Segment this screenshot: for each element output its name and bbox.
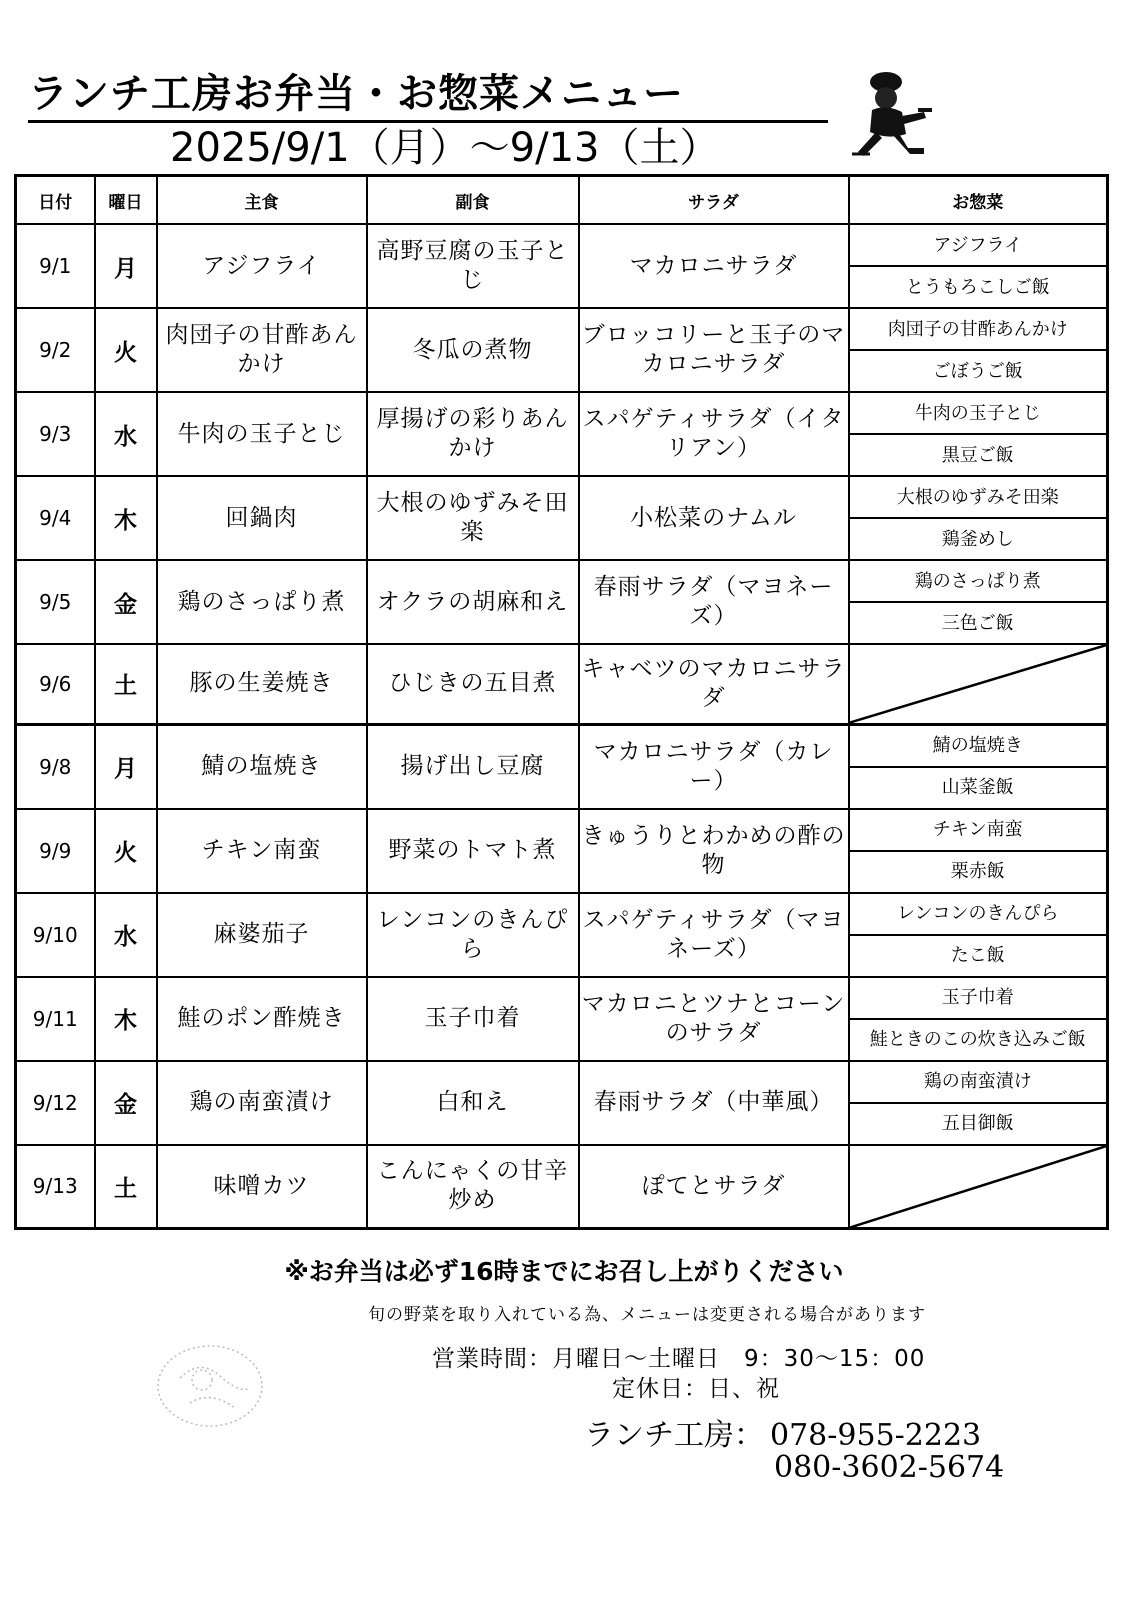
sozai-cell: チキン南蛮 bbox=[849, 809, 1108, 851]
dow-cell: 月 bbox=[95, 224, 157, 308]
sozai-cell: とうもろこしご飯 bbox=[849, 266, 1108, 308]
date-cell: 9/1 bbox=[16, 224, 95, 308]
main-dish-cell: アジフライ bbox=[157, 224, 367, 308]
side-dish-cell: 高野豆腐の玉子とじ bbox=[367, 224, 579, 308]
main-dish-cell: 鯖の塩焼き bbox=[157, 724, 367, 809]
header-dow: 曜日 bbox=[95, 176, 157, 225]
date-cell: 9/4 bbox=[16, 476, 95, 560]
sozai-cell: ごぼうご飯 bbox=[849, 350, 1108, 392]
salad-cell: マカロニとツナとコーンのサラダ bbox=[579, 977, 849, 1061]
menu-period: 2025/9/1（月）〜9/13（土） bbox=[170, 125, 720, 171]
sozai-cell: 鶏のさっぱり煮 bbox=[849, 560, 1108, 602]
main-dish-cell: 鶏のさっぱり煮 bbox=[157, 560, 367, 644]
sozai-cell: 肉団子の甘酢あんかけ bbox=[849, 308, 1108, 350]
side-dish-cell: こんにゃくの甘辛炒め bbox=[367, 1145, 579, 1229]
header-salad: サラダ bbox=[579, 176, 849, 225]
menu-table bbox=[14, 174, 1109, 1230]
salad-cell: 小松菜のナムル bbox=[579, 476, 849, 560]
sozai-empty-cell bbox=[849, 644, 1108, 724]
date-cell: 9/5 bbox=[16, 560, 95, 644]
sozai-cell: たこ飯 bbox=[849, 935, 1108, 977]
sozai-cell: 鶏の南蛮漬け bbox=[849, 1061, 1108, 1103]
date-cell: 9/6 bbox=[16, 644, 95, 724]
sozai-cell: レンコンのきんぴら bbox=[849, 893, 1108, 935]
main-dish-cell: 回鍋肉 bbox=[157, 476, 367, 560]
table-row bbox=[16, 308, 1108, 350]
date-cell: 9/12 bbox=[16, 1061, 95, 1145]
main-dish-cell: 牛肉の玉子とじ bbox=[157, 392, 367, 476]
header-sozai: お惣菜 bbox=[849, 176, 1108, 225]
main-dish-cell: 肉団子の甘酢あんかけ bbox=[157, 308, 367, 392]
date-cell: 9/13 bbox=[16, 1145, 95, 1229]
date-cell: 9/2 bbox=[16, 308, 95, 392]
salad-cell: きゅうりとわかめの酢の物 bbox=[579, 809, 849, 893]
dow-cell: 金 bbox=[95, 560, 157, 644]
sozai-cell: アジフライ bbox=[849, 224, 1108, 266]
table-row bbox=[16, 893, 1108, 935]
table-row bbox=[16, 560, 1108, 602]
table-row bbox=[16, 977, 1108, 1019]
table-row bbox=[16, 644, 1108, 724]
table-row bbox=[16, 476, 1108, 518]
main-dish-cell: 鮭のポン酢焼き bbox=[157, 977, 367, 1061]
salad-cell: マカロニサラダ（カレー） bbox=[579, 724, 849, 809]
date-cell: 9/10 bbox=[16, 893, 95, 977]
salad-cell: 春雨サラダ（中華風） bbox=[579, 1061, 849, 1145]
side-dish-cell: オクラの胡麻和え bbox=[367, 560, 579, 644]
table-row bbox=[16, 724, 1108, 767]
sozai-cell: 山菜釜飯 bbox=[849, 767, 1108, 809]
consume-notice: ※お弁当は必ず16時までにお召し上がりください bbox=[284, 1257, 844, 1286]
page-title: ランチ工房お弁当・お惣菜メニュー bbox=[28, 68, 828, 123]
dow-cell: 火 bbox=[95, 308, 157, 392]
chef-running-icon bbox=[848, 68, 934, 164]
salad-cell: ブロッコリーと玉子のマカロニサラダ bbox=[579, 308, 849, 392]
diagonal-slash-icon bbox=[850, 1146, 1107, 1228]
date-cell: 9/11 bbox=[16, 977, 95, 1061]
table-row bbox=[16, 1145, 1108, 1229]
sozai-cell: 黒豆ご飯 bbox=[849, 434, 1108, 476]
table-header-row bbox=[16, 176, 1108, 225]
table-row bbox=[16, 392, 1108, 434]
salad-cell: スパゲティサラダ（イタリアン） bbox=[579, 392, 849, 476]
sozai-empty-cell bbox=[849, 1145, 1108, 1229]
dow-cell: 水 bbox=[95, 392, 157, 476]
table-row bbox=[16, 1061, 1108, 1103]
side-dish-cell: 大根のゆずみそ田楽 bbox=[367, 476, 579, 560]
salad-cell: 春雨サラダ（マヨネーズ） bbox=[579, 560, 849, 644]
dow-cell: 金 bbox=[95, 1061, 157, 1145]
phone-line-1 bbox=[584, 1410, 981, 1454]
dow-cell: 木 bbox=[95, 476, 157, 560]
shop-name: ランチ工房： bbox=[584, 1418, 764, 1453]
side-dish-cell: 厚揚げの彩りあんかけ bbox=[367, 392, 579, 476]
closed-days: 定休日：日、祝 bbox=[612, 1376, 780, 1402]
side-dish-cell: レンコンのきんぴら bbox=[367, 893, 579, 977]
salad-cell: マカロニサラダ bbox=[579, 224, 849, 308]
salad-cell: ぽてとサラダ bbox=[579, 1145, 849, 1229]
sozai-cell: 玉子巾着 bbox=[849, 977, 1108, 1019]
sozai-cell: 牛肉の玉子とじ bbox=[849, 392, 1108, 434]
sozai-cell: 栗赤飯 bbox=[849, 851, 1108, 893]
dow-cell: 火 bbox=[95, 809, 157, 893]
phone-number-2: 080-3602-5674 bbox=[774, 1450, 1005, 1485]
dow-cell: 水 bbox=[95, 893, 157, 977]
side-dish-cell: 揚げ出し豆腐 bbox=[367, 724, 579, 809]
main-dish-cell: 豚の生姜焼き bbox=[157, 644, 367, 724]
dow-cell: 土 bbox=[95, 1145, 157, 1229]
diagonal-slash-icon bbox=[850, 645, 1107, 723]
date-cell: 9/9 bbox=[16, 809, 95, 893]
side-dish-cell: 野菜のトマト煮 bbox=[367, 809, 579, 893]
side-dish-cell: 玉子巾着 bbox=[367, 977, 579, 1061]
main-dish-cell: チキン南蛮 bbox=[157, 809, 367, 893]
main-dish-cell: 味噌カツ bbox=[157, 1145, 367, 1229]
sozai-cell: 鯖の塩焼き bbox=[849, 724, 1108, 767]
date-cell: 9/3 bbox=[16, 392, 95, 476]
dow-cell: 土 bbox=[95, 644, 157, 724]
table-row bbox=[16, 224, 1108, 266]
side-dish-cell: 白和え bbox=[367, 1061, 579, 1145]
salad-cell: キャベツのマカロニサラダ bbox=[579, 644, 849, 724]
business-hours: 営業時間：月曜日〜土曜日 9：30〜15：00 bbox=[432, 1346, 926, 1372]
side-dish-cell: ひじきの五目煮 bbox=[367, 644, 579, 724]
sozai-cell: 三色ご飯 bbox=[849, 602, 1108, 644]
seasonal-note: 旬の野菜を取り入れている為、メニューは変更される場合があります bbox=[368, 1305, 926, 1325]
dow-cell: 月 bbox=[95, 724, 157, 809]
sozai-cell: 五目御飯 bbox=[849, 1103, 1108, 1145]
sozai-cell: 鮭ときのこの炊き込みご飯 bbox=[849, 1019, 1108, 1061]
side-dish-cell: 冬瓜の煮物 bbox=[367, 308, 579, 392]
main-dish-cell: 鶏の南蛮漬け bbox=[157, 1061, 367, 1145]
table-row bbox=[16, 809, 1108, 851]
sozai-cell: 鶏釜めし bbox=[849, 518, 1108, 560]
header-date: 日付 bbox=[16, 176, 95, 225]
dow-cell: 木 bbox=[95, 977, 157, 1061]
date-cell: 9/8 bbox=[16, 724, 95, 809]
faded-stamp-icon bbox=[140, 1328, 280, 1438]
phone-number-1: 078-955-2223 bbox=[770, 1418, 982, 1453]
salad-cell: スパゲティサラダ（マヨネーズ） bbox=[579, 893, 849, 977]
sozai-cell: 大根のゆずみそ田楽 bbox=[849, 476, 1108, 518]
header-main: 主食 bbox=[157, 176, 367, 225]
header-side: 副食 bbox=[367, 176, 579, 225]
main-dish-cell: 麻婆茄子 bbox=[157, 893, 367, 977]
